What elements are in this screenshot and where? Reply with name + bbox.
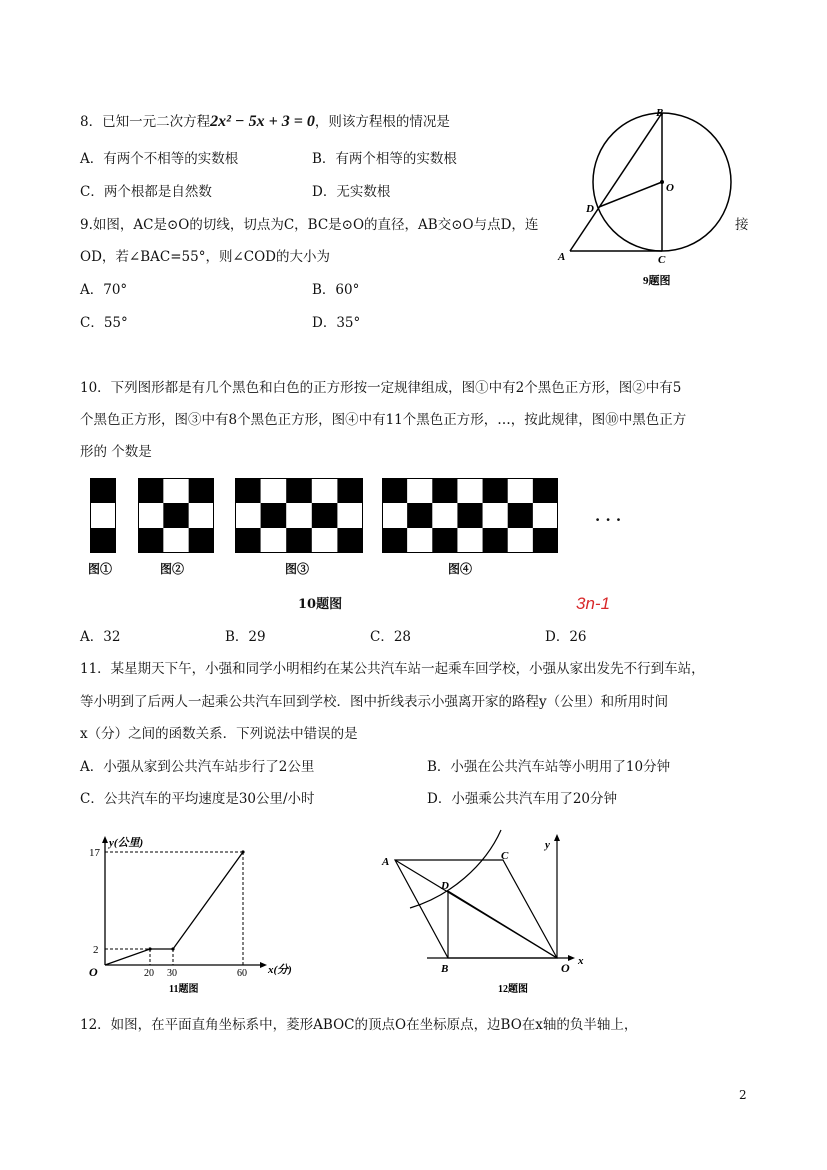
white-square — [533, 503, 558, 528]
black-square — [138, 478, 164, 503]
white-square — [382, 503, 407, 528]
page-number: 2 — [739, 1088, 747, 1102]
q10-line2: 个黑色正方形，图③中有8个黑色正方形，图④中有11个黑色正方形，…，按此规律，图⑩中黑色正方 — [80, 412, 687, 428]
white-square — [189, 503, 214, 528]
q11-line2: 等小明到了后两人一起乘公共汽车回到学校．图中折线表示小强离开家的路程y（公里）和所用时间 — [80, 694, 669, 710]
black-square — [483, 528, 508, 553]
pattern-1 — [90, 478, 116, 557]
white-square — [457, 478, 482, 503]
q9-line1: 9.如图，AC是⊙O的切线，切点为C，BC是⊙O的直径，AB交⊙O与点D，连 — [80, 217, 539, 233]
q11-line3: x（分）之间的函数关系．下列说法中错误的是 — [80, 726, 358, 742]
white-square — [235, 503, 261, 528]
q11-point-30 — [171, 947, 174, 950]
q11-ytick-2: 2 — [93, 944, 99, 956]
q8-option-d: D．无实数根 — [312, 184, 391, 200]
q10-caption: 10题图 — [298, 597, 343, 612]
black-square — [312, 503, 338, 528]
q12-label-b: B — [441, 963, 449, 975]
q11-xlabel: x(分) — [268, 964, 292, 976]
black-square — [337, 478, 363, 503]
q10-option-a: A．32 — [80, 629, 121, 645]
black-square — [261, 503, 287, 528]
white-square — [407, 478, 432, 503]
q9-label-c: C — [658, 254, 666, 266]
black-square — [189, 478, 214, 503]
q11-origin: O — [89, 965, 98, 979]
q9-option-b: B．60° — [312, 282, 360, 298]
q12-segment-do — [448, 891, 557, 958]
q9-label-o: O — [666, 182, 674, 194]
white-square — [312, 528, 338, 553]
white-square — [163, 478, 189, 503]
q9-label-a: A — [558, 251, 566, 263]
white-square — [508, 528, 533, 553]
q9-label-b: B — [656, 107, 664, 119]
q11-option-b: B．小强在公共汽车站等小明用了10分钟 — [427, 759, 671, 775]
white-square — [261, 528, 287, 553]
q9-line2: OD，若∠BAC=55°，则∠COD的大小为 — [80, 249, 330, 265]
q8-stem-before: 8．已知一元二次方程 — [80, 114, 211, 130]
white-square — [312, 478, 338, 503]
q12-label-d: D — [441, 880, 449, 892]
white-square — [483, 503, 508, 528]
q9-segment-ab — [570, 113, 662, 251]
black-square — [432, 478, 457, 503]
q12-label-a: A — [382, 856, 390, 868]
q10-option-b: B．29 — [225, 629, 266, 645]
q8-stem — [80, 112, 450, 132]
pattern-1-label: 图① — [88, 562, 113, 576]
q10-option-c: C．28 — [370, 629, 412, 645]
pattern-2-label: 图② — [160, 562, 185, 576]
black-square — [382, 528, 407, 553]
q11-graph — [85, 830, 305, 998]
white-square — [457, 528, 482, 553]
q10-line3: 形的 个数是 — [80, 444, 152, 460]
black-square — [189, 528, 214, 553]
black-square — [508, 503, 533, 528]
black-square — [235, 478, 261, 503]
pattern-3-label: 图③ — [285, 562, 310, 576]
white-square — [407, 528, 432, 553]
black-square — [432, 528, 457, 553]
black-square — [337, 528, 363, 553]
white-square — [261, 478, 287, 503]
q11-option-c: C．公共汽车的平均速度是30公里/小时 — [80, 791, 315, 807]
black-square — [533, 528, 558, 553]
q11-x-arrow — [260, 962, 267, 968]
q8-option-a: A．有两个不相等的实数根 — [80, 151, 239, 167]
black-square — [138, 528, 164, 553]
q11-xtick-20: 20 — [144, 968, 154, 979]
black-square — [286, 528, 312, 553]
q9-option-c: C．55° — [80, 315, 128, 331]
q10-line1: 10．下列图形都是有几个黑色和白色的正方形按一定规律组成，图①中有2个黑色正方形，图②中有5 — [80, 380, 682, 396]
pattern-3 — [235, 478, 363, 557]
black-square — [286, 478, 312, 503]
q8-stem-after: ，则该方程根的情况是 — [314, 114, 450, 130]
black-square — [235, 528, 261, 553]
q12-label-c: C — [501, 850, 509, 862]
q11-xtick-30: 30 — [167, 968, 177, 979]
q9-center-dot — [660, 180, 664, 184]
q8-option-b: B．有两个相等的实数根 — [312, 151, 457, 167]
q12-figure — [375, 826, 600, 998]
q12-caption: 12题图 — [498, 984, 528, 995]
q11-point-20 — [148, 947, 151, 950]
q9-option-d: D．35° — [312, 315, 361, 331]
q11-y-arrow — [102, 836, 108, 843]
q11-ylabel: y(公里) — [109, 837, 144, 849]
white-square — [138, 503, 164, 528]
black-square — [483, 478, 508, 503]
q12-line1: 12．如图，在平面直角坐标系中，菱形ABOC的顶点O在坐标原点，边BO在x轴的负半轴上， — [80, 1017, 638, 1033]
pattern-2 — [138, 478, 214, 557]
q9-option-a: A．70° — [80, 282, 128, 298]
black-square — [407, 503, 432, 528]
q11-line1: 11．某星期天下午，小强和同学小明相约在某公共汽车站一起乘车回学校，小强从家出发先不行到车站， — [80, 661, 705, 677]
black-square — [382, 478, 407, 503]
black-square — [457, 503, 482, 528]
q9-figure — [552, 102, 732, 287]
white-square — [163, 528, 189, 553]
q8-option-c: C．两个根都是自然数 — [80, 184, 212, 200]
q12-label-x: x — [578, 955, 584, 967]
black-square — [163, 503, 189, 528]
q11-option-a: A．小强从家到公共汽车站步行了2公里 — [80, 759, 315, 775]
q11-caption: 11题图 — [169, 984, 199, 995]
q11-xtick-60: 60 — [237, 968, 247, 979]
q12-label-y: y — [545, 839, 550, 851]
q9-caption: 9题图 — [643, 275, 671, 287]
q8-equation: 2x² − 5x + 3 = 0 — [210, 113, 315, 130]
q9-line1-end: 接 — [735, 217, 749, 233]
white-square — [508, 478, 533, 503]
q9-label-d: D — [586, 203, 594, 215]
q12-label-o: O — [561, 961, 570, 975]
q11-ytick-17: 17 — [89, 847, 100, 859]
q12-y-arrow — [554, 834, 560, 841]
pattern-4 — [382, 478, 558, 557]
q11-point-60 — [241, 850, 244, 853]
q11-option-d: D．小强乘公共汽车用了20分钟 — [427, 791, 618, 807]
q10-option-d: D．26 — [545, 629, 587, 645]
q10-handwritten-answer: 3n-1 — [576, 594, 611, 613]
white-square — [286, 503, 312, 528]
pattern-4-label: 图④ — [448, 562, 473, 576]
black-square — [533, 478, 558, 503]
pattern-ellipsis: · · · — [595, 511, 622, 529]
white-square — [432, 503, 457, 528]
white-square — [337, 503, 363, 528]
